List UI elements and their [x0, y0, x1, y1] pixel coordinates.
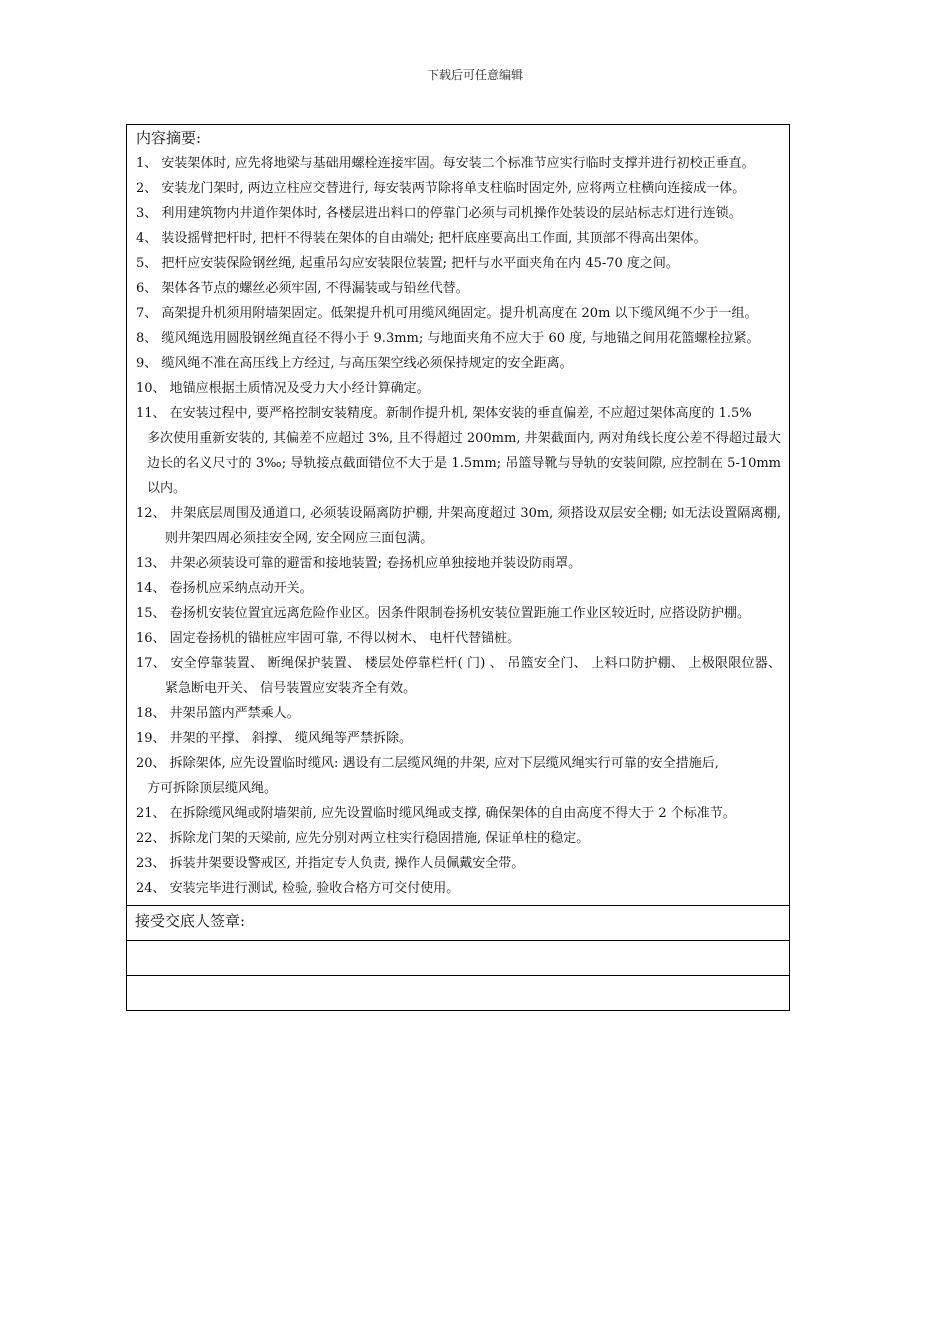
- list-item: 19、 井架的平撑、 斜撑、 缆风绳等严禁拆除。: [136, 731, 412, 746]
- list-item: 13、 井架必须装设可靠的避雷和接地装置; 卷扬机应单独接地并装设防雨罩。: [136, 556, 582, 571]
- content-summary-cell: [127, 125, 789, 906]
- page-header: 下载后可任意编辑: [426, 68, 523, 82]
- list-item-continuation: 方可拆除顶层缆风绳。: [147, 781, 278, 796]
- list-item: 2、 安装龙门架时, 两边立柱应交替进行, 每安装两节除将单支柱临时固定外, 应将两立柱横向连接成一体。: [136, 181, 746, 196]
- list-item: 18、 井架吊篮内严禁乘人。: [136, 706, 300, 721]
- list-item: 20、 拆除架体, 应先设置临时缆风: 遇设有二层缆风绳的井架, 应对下层缆风绳实行可靠的安全措施后,: [136, 756, 719, 771]
- list-item: 10、 地锚应根据土质情况及受力大小经计算确定。: [136, 381, 430, 396]
- list-item: 4、 装设摇臂把杆时, 把杆不得装在架体的自由端处; 把杆底座要高出工作面, 其顶部不得高出架体。: [136, 231, 707, 246]
- list-item: 3、 利用建筑物内井道作架体时, 各楼层进出料口的停靠门必须与司机操作处装设的层站标志灯进行连锁。: [136, 206, 742, 221]
- list-item: 8、 缆风绳选用圆股钢丝绳直径不得小于 9.3mm; 与地面夹角不应大于 60 度, 与地锚之间用花篮螺栓拉紧。: [136, 331, 760, 346]
- list-item: 5、 把杆应安装保险钢丝绳, 起重吊勾应安装限位装置; 把杆与水平面夹角在内 45-70 度之间。: [136, 256, 679, 271]
- list-item-continuation: 多次使用重新安装的, 其偏差不应超过 3%, 且不得超过 200mm, 井架截面内, 两对角线长度公差不得超过最大边长的名义尺寸的 3‰; 导轨接点截面错位不大于是 1.5mm; 吊篮导靴与导轨的安装间隙, 应控制在 5-10mm 以内。: [147, 431, 781, 496]
- list-item: 1、 安装架体时, 应先将地梁与基础用螺栓连接牢固。每安装二个标准节应实行临时支撑并进行初校正垂直。: [136, 156, 755, 171]
- signature-label: 接受交底人签章:: [127, 906, 789, 941]
- list-item: 23、 拆装井架要设警戒区, 并指定专人负责, 操作人员佩戴安全带。: [136, 856, 525, 871]
- list-item: 9、 缆风绳不准在高压线上方经过, 与高压架空线必须保持规定的安全距离。: [136, 356, 573, 371]
- signature-field[interactable]: [127, 976, 789, 1010]
- list-item: 12、 井架底层周围及通道口, 必须装设隔离防护棚, 井架高度超过 30m, 须搭设双层安全棚; 如无法设置隔离棚, 则井架四周必须挂安全网, 安全网应三面包满。: [136, 506, 781, 546]
- list-item: 16、 固定卷扬机的锚桩应牢固可靠, 不得以树木、 电杆代替锚桩。: [136, 631, 521, 646]
- list-item: 21、 在拆除缆风绳或附墙架前, 应先设置临时缆风绳或支撑, 确保架体的自由高度不得大于 2 个标准节。: [136, 806, 736, 821]
- content-table: [126, 124, 790, 1011]
- list-item: 15、 卷扬机安装位置宜远离危险作业区。因条件限制卷扬机安装位置距施工作业区较近时, 应搭设防护棚。: [136, 606, 750, 621]
- list-item: 14、 卷扬机应采纳点动开关。: [136, 581, 313, 596]
- list-item: 17、 安全停靠装置、 断绳保护装置、 楼层处停靠栏杆( 门) 、 吊篮安全门、 上料口防护棚、 上极限限位器、 紧急断电开关、 信号装置应安装齐全有效。: [136, 656, 781, 696]
- list-item: 24、 安装完毕进行测试, 检验, 验收合格方可交付使用。: [136, 881, 460, 896]
- list-item: 11、 在安装过程中, 要严格控制安装精度。新制作提升机, 架体安装的垂直偏差, 不应超过架体高度的 1.5%: [136, 406, 752, 421]
- list-item: 22、 拆除龙门架的天梁前, 应先分别对两立柱实行稳固措施, 保证单柱的稳定。: [136, 831, 590, 846]
- list-item: 7、 高架提升机须用附墙架固定。低架提升机可用缆风绳固定。提升机高度在 20m 以下缆风绳不少于一组。: [136, 306, 758, 321]
- signature-field[interactable]: [127, 941, 789, 976]
- content-title: 内容摘要:: [136, 129, 202, 147]
- list-item: 6、 架体各节点的螺丝必须牢固, 不得漏装或与铅丝代替。: [136, 281, 469, 296]
